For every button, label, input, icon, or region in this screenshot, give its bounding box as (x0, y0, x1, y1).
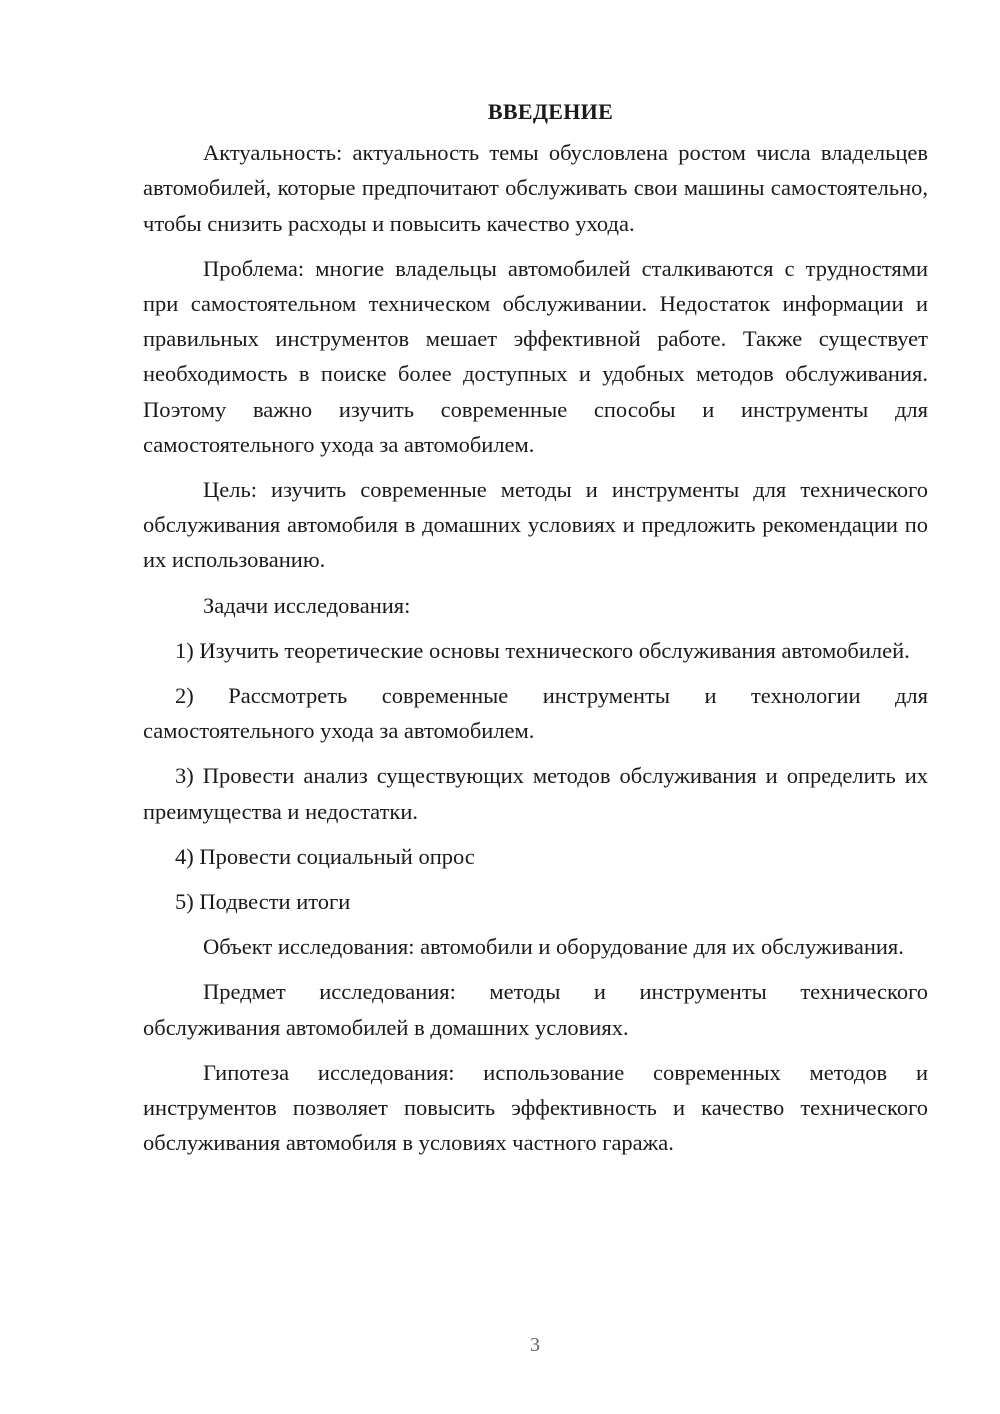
task-item-1: 1) Изучить теоретические основы технического обслуживания автомобилей. (175, 637, 910, 663)
page-number: 3 (530, 1334, 540, 1356)
task-item-2: 2) Рассмотреть современные инструменты и технологии для самостоятельного ухода за автомобилем. (143, 683, 928, 744)
task-item-5: 5) Подвести итоги (175, 889, 351, 915)
paragraph-goal: Цель: изучить современные методы и инструменты для технического обслуживания автомобиля в домашних условиях и предложить рекомендации по их использованию. (143, 477, 928, 573)
paragraph-object: Объект исследования: автомобили и оборудование для их обслуживания. (203, 934, 904, 960)
tasks-heading: Задачи исследования: (203, 592, 411, 618)
paragraph-hypothesis: Гипотеза исследования: использование современных методов и инструментов позволяет повысить эффективность и качество технического обслуживания автомобиля в условиях частного гаража. (143, 1059, 928, 1156)
paragraph-problem: Проблема: многие владельцы автомобилей сталкиваются с трудностями при самостоятельном техническом обслуживании. Недостаток информации и правильных инструментов мешает эффективной работе. Также существует необходимость в поиске более доступных и удобных методов обслуживания. Поэтому важно изучить современные способы и инструменты для самостоятельного ухода за автомобилем. (143, 255, 928, 457)
paragraph-relevance: Актуальность: актуальность темы обусловлена ростом числа владельцев автомобилей, которые предпочитают обслуживать свои машины самостоятельно, чтобы снизить расходы и повысить качество ухода. (143, 140, 928, 236)
page-content (143, 94, 928, 1170)
task-item-3: 3) Провести анализ существующих методов обслуживания и определить их преимущества и недостатки. (143, 763, 928, 824)
section-title: ВВЕДЕНИЕ (487, 99, 614, 124)
task-item-4: 4) Провести социальный опрос (175, 843, 475, 869)
paragraph-subject: Предмет исследования: методы и инструменты технического обслуживания автомобилей в домашних условиях. (143, 979, 928, 1040)
